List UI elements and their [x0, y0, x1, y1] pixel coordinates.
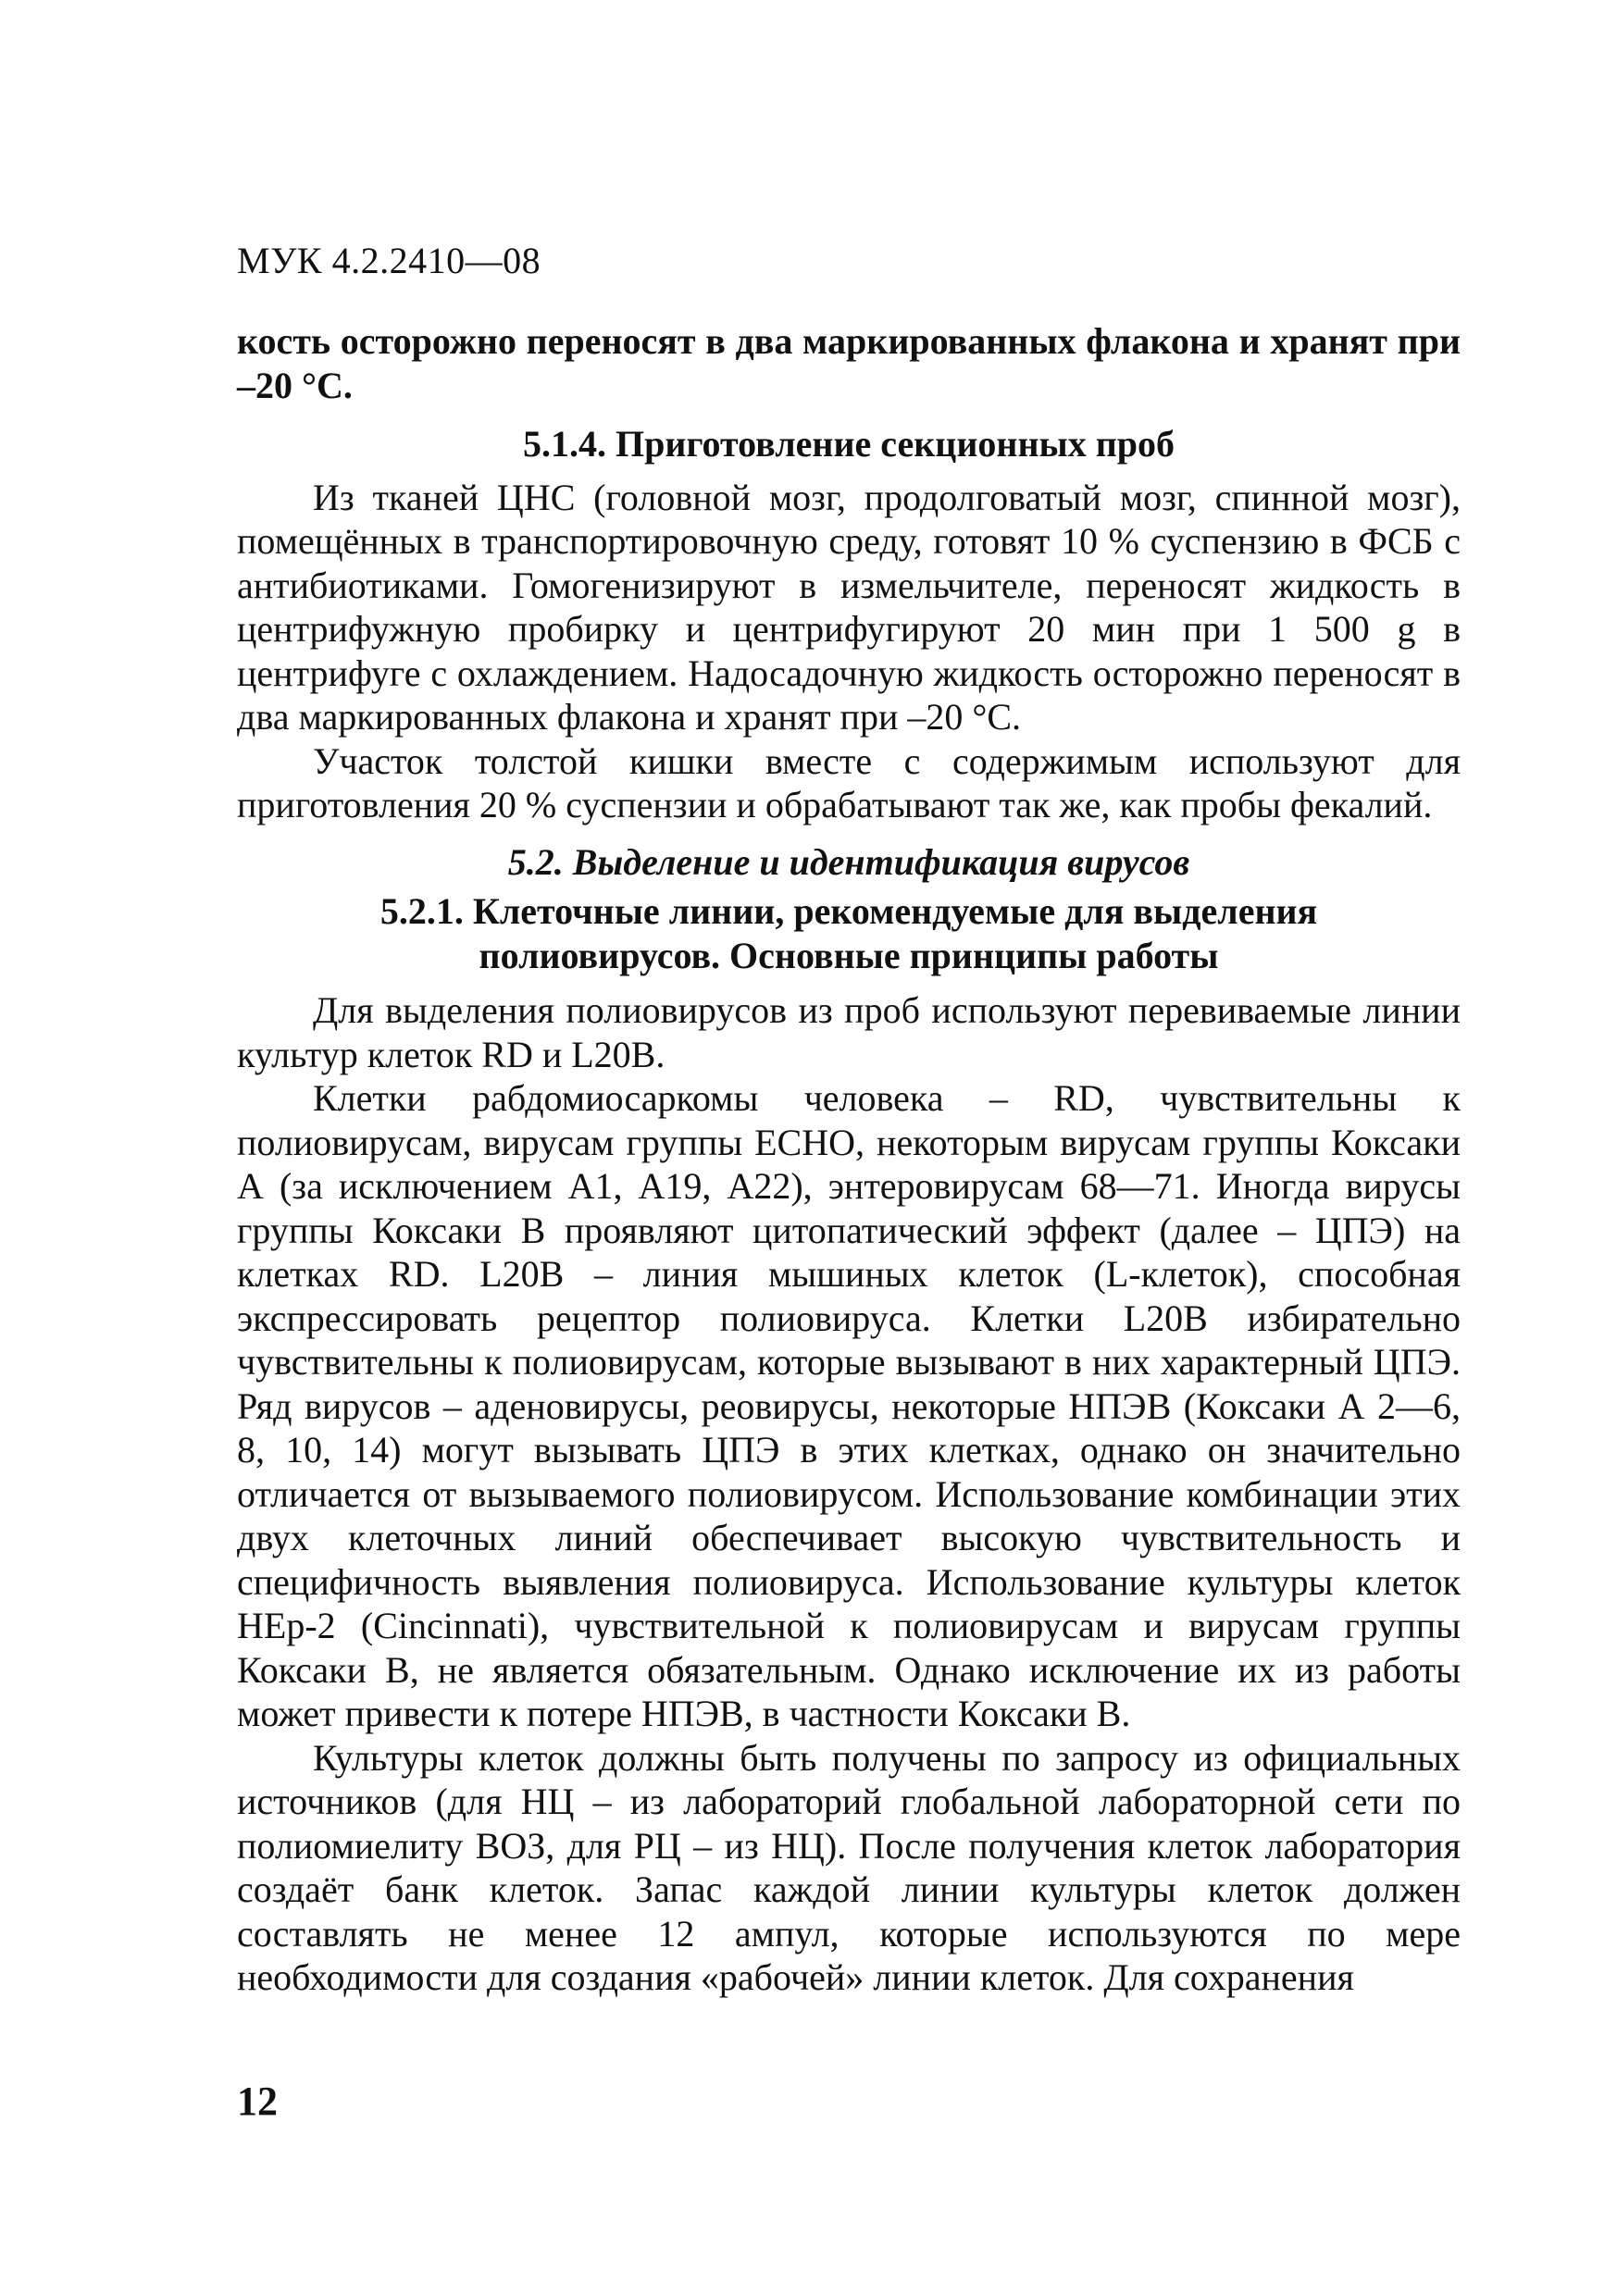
section-5-1-4-paragraph-2: Участок толстой кишки вместе с содержимым используют для приготовления 20 % суспензии и обрабатывают так же, как пробы фекалий.: [237, 739, 1461, 825]
page-content: [237, 319, 1461, 2000]
document-code-header: МУК 4.2.2410—08: [237, 240, 541, 281]
section-5-2-1-paragraph-3: Культуры клеток должны быть получены по запросу из официальных источников (для НЦ – из лабораторий глобальной лабораторной сети по полиомиелиту ВОЗ, для РЦ – из НЦ). После получения клеток лаборатория создаёт банк клеток. Запас каждой линии культуры клеток должен составлять не менее 12 ампул, которые используются по мере необходимости для создания «рабочей» линии клеток. Для сохранения: [237, 1736, 1461, 1998]
section-5-2-title: 5.2. Выделение и идентификация вирусов: [507, 840, 1190, 883]
section-5-1-4-title: 5.1.4. Приготовление секционных проб: [522, 423, 1175, 465]
continued-paragraph: кость осторожно переносят в два маркированных флакона и хранят при –20 °С.: [237, 320, 1461, 406]
page-number: 12: [237, 2079, 278, 2124]
section-5-2-1-title-line-1: 5.2.1. Клеточные линии, рекомендуемые для выделения: [379, 890, 1318, 932]
section-5-1-4-paragraph-1: Из тканей ЦНС (головной мозг, продолговатый мозг, спинной мозг), помещённых в транспортировочную среду, готовят 10 % суспензию в ФСБ с антибиотиками. Гомогенизируют в измельчителе, переносят жидкость в центрифужную пробирку и центрифугируют 20 мин при 1 500 g в центрифуге с охлаждением. Надосадочную жидкость осторожно переносят в два маркированных флакона и хранят при –20 °С.: [237, 476, 1461, 738]
section-5-2-1-title-line-2: полиовирусов. Основные принципы работы: [479, 934, 1219, 976]
section-5-2-1-paragraph-2: Клетки рабдомиосаркомы человека – RD, чувствительны к полиовирусам, вирусам группы ЕСНО, некоторым вирусам группы Коксаки А (за исключением А1, А19, А22), энтеровирусам 68—71. Иногда вирусы группы Коксаки В проявляют цитопатический эффект (далее – ЦПЭ) на клетках RD. L20B – линия мышиных клеток (L-клеток), способная экспрессировать рецептор полиовируса. Клетки L20B избирательно чувствительны к полиовирусам, которые вызывают в них характерный ЦПЭ. Ряд вирусов – аденовирусы, реовирусы, некоторые НПЭВ (Коксаки А 2—6, 8, 10, 14) могут вызывать ЦПЭ в этих клетках, однако он значительно отличается от вызываемого полиовирусом. Использование комбинации этих двух клеточных линий обеспечивает высокую чувствительность и специфичность выявления полиовируса. Использование культуры клеток НЕр-2 (Cincinnati), чувствительной к полиовирусам и вирусам группы Коксаки В, не является обязательным. Однако исключение их из работы может привести к потере НПЭВ, в частности Коксаки В.: [237, 1077, 1461, 1734]
section-5-2-1-paragraph-1: Для выделения полиовирусов из проб используют перевиваемые линии культур клеток RD и L20B.: [237, 989, 1461, 1075]
